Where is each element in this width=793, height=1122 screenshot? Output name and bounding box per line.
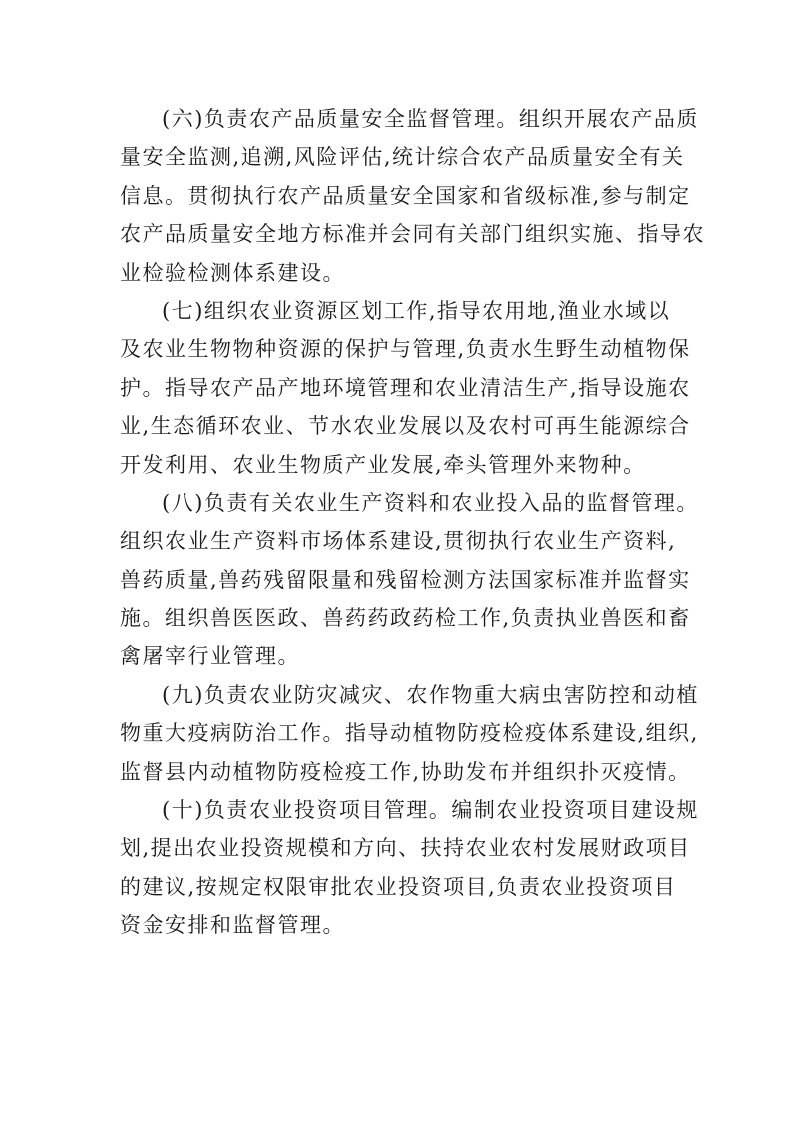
paragraph-line: 的建议,按规定权限审批农业投资项目,负责农业投资项目 xyxy=(120,874,677,899)
paragraph-7 xyxy=(120,292,691,484)
paragraph-line: 信息。贯彻执行农产品质量安全国家和省级标准,参与制定 xyxy=(120,183,691,208)
paragraph-line: 及农业生物物种资源的保护与管理,负责水生野生动植物保 xyxy=(120,337,691,362)
paragraph-line: 禽屠宰行业管理。 xyxy=(120,644,300,669)
paragraph-line: (八)负责有关农业生产资料和农业投入品的监督管理。 xyxy=(162,490,699,515)
paragraph-line: 农产品质量安全地方标准并会同有关部门组织实施、指导农 xyxy=(120,222,705,247)
paragraph-9 xyxy=(120,676,699,791)
paragraph-line: (十)负责农业投资项目管理。编制农业投资项目建设规 xyxy=(162,798,699,823)
paragraph-10 xyxy=(120,791,699,945)
paragraph-line: 资金安排和监督管理。 xyxy=(120,913,345,938)
paragraph-line: 监督县内动植物防疫检疫工作,协助发布并组织扑灭疫情。 xyxy=(120,759,691,784)
paragraph-line: 物重大疫病防治工作。指导动植物防疫检疫体系建设,组织, xyxy=(120,721,699,746)
paragraph-6 xyxy=(120,100,705,292)
paragraph-line: 护。指导农产品产地环境管理和农业清洁生产,指导设施农 xyxy=(120,375,691,400)
paragraph-line: 施。组织兽医医政、兽药药政药检工作,负责执业兽医和畜 xyxy=(120,606,691,631)
paragraph-line: 兽药质量,兽药残留限量和残留检测方法国家标准并监督实 xyxy=(120,567,691,592)
paragraph-line: (九)负责农业防灾减灾、农作物重大病虫害防控和动植 xyxy=(162,682,699,707)
paragraph-line: 业,生态循环农业、节水农业发展以及农村可再生能源综合 xyxy=(120,414,691,439)
paragraph-line: 划,提出农业投资规模和方向、扶持农业农村发展财政项目 xyxy=(120,836,691,861)
paragraph-line: (七)组织农业资源区划工作,指导农用地,渔业水域以 xyxy=(162,298,671,323)
paragraph-line: (六)负责农产品质量安全监督管理。组织开展农产品质 xyxy=(162,107,699,131)
document-body xyxy=(120,100,705,945)
paragraph-line: 量安全监测,追溯,风险评估,统计综合农产品质量安全有关 xyxy=(120,145,685,170)
paragraph-8 xyxy=(120,484,699,676)
paragraph-line: 业检验检测体系建设。 xyxy=(120,260,345,285)
paragraph-line: 组织农业生产资料市场体系建设,贯彻执行农业生产资料, xyxy=(120,529,677,554)
paragraph-line: 开发利用、农业生物质产业发展,牵头管理外来物种。 xyxy=(120,452,646,477)
